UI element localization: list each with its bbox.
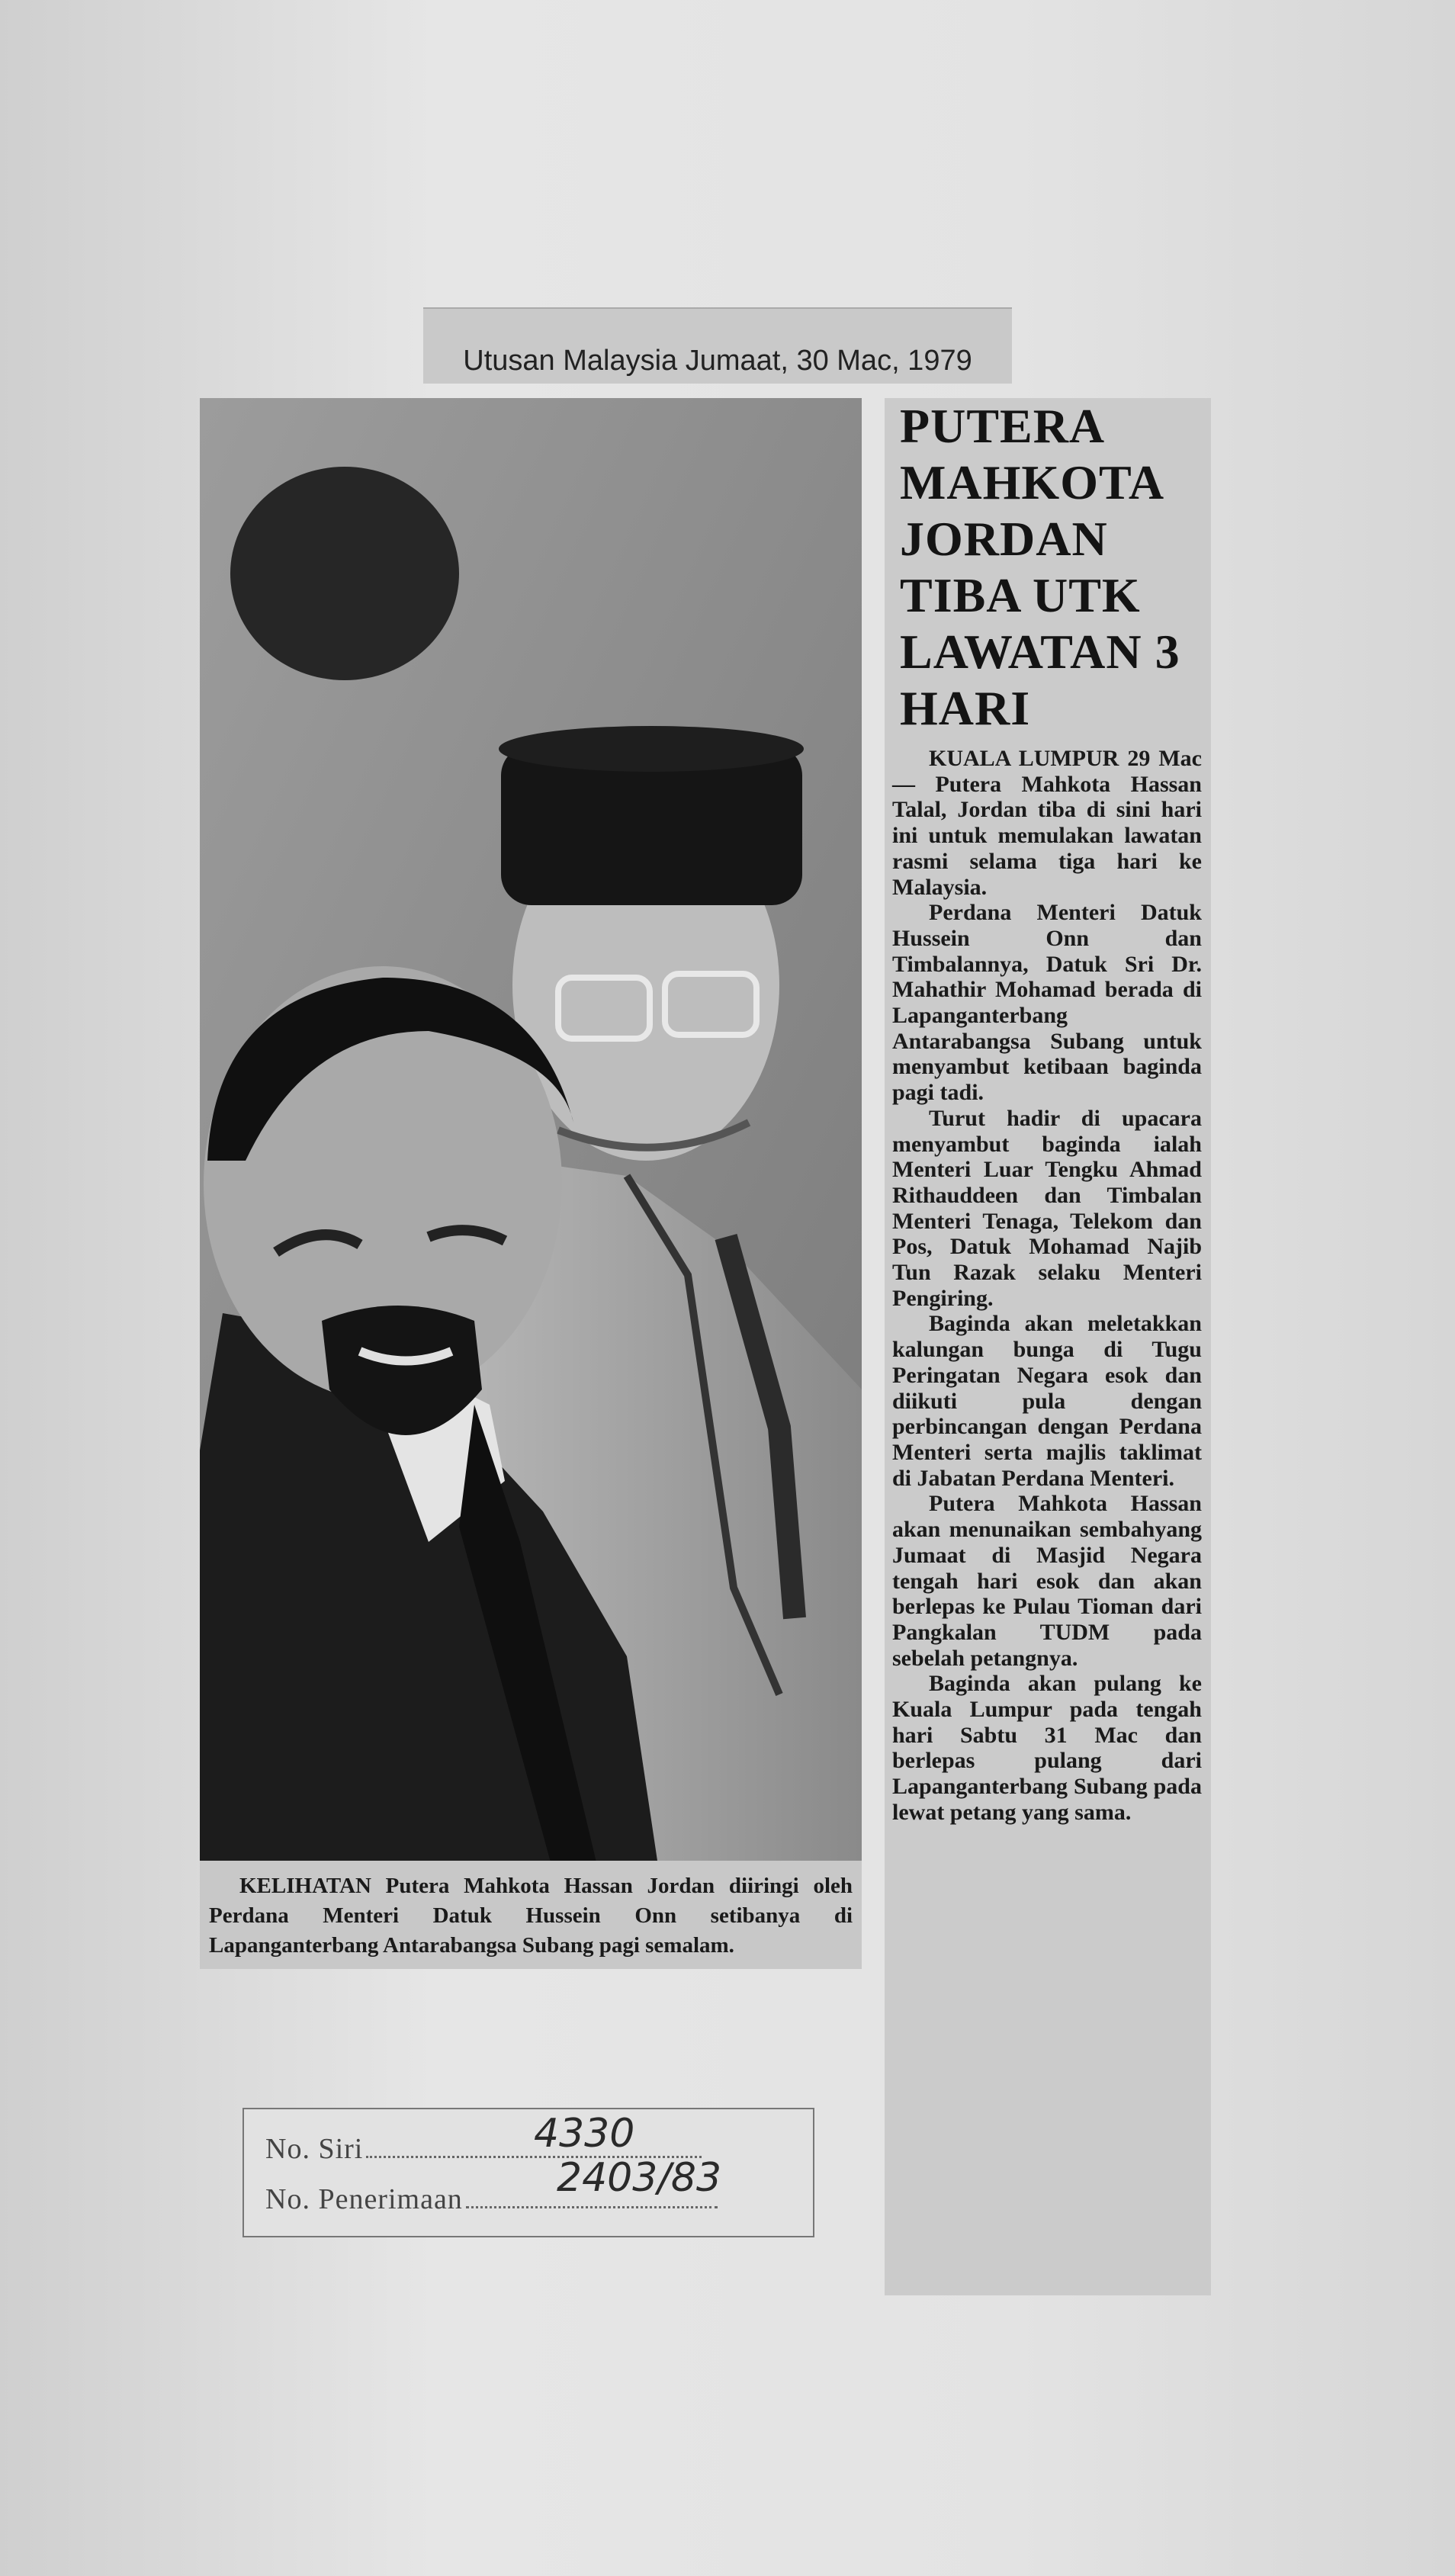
article-paragraph: Baginda akan meletakkan kalungan bunga di Tugu Peringatan Negara esok dan diikuti pula dengan perbincangan dengan Perdana Menteri serta majlis taklimat di Jabatan Perdana Menteri. xyxy=(892,1311,1202,1491)
serial-handwritten-value: 4330 xyxy=(534,2111,635,2157)
article-paragraph: Putera Mahkota Hassan akan menunaikan sembahyang Jumaat di Masjid Negara tengah hari esok dan akan berlepas ke Pulau Tioman dari Pangkalan TUDM pada sebelah petangnya. xyxy=(892,1491,1202,1671)
receipt-label: No. Penerimaan xyxy=(265,2183,463,2215)
article-paragraph: Baginda akan pulang ke Kuala Lumpur pada tengah hari Sabtu 31 Mac dan berlepas pulang dari Lapanganterbang Subang pada lewat petang yang sama. xyxy=(892,1671,1202,1825)
news-photo xyxy=(200,398,862,1861)
photo-two-men xyxy=(200,398,862,1861)
archive-registry-stamp xyxy=(242,2108,814,2237)
newspaper-masthead xyxy=(423,307,1012,384)
serial-label: No. Siri xyxy=(265,2133,364,2165)
article-body xyxy=(892,746,1202,1826)
article-paragraph: KUALA LUMPUR 29 Mac — Putera Mahkota Hassan Talal, Jordan tiba di sini hari ini untuk memulakan lawatan rasmi selama tiga hari ke Malaysia. xyxy=(892,746,1202,900)
news-article xyxy=(885,398,1211,2295)
article-headline: PUTERA MAHKOTA JORDAN TIBA UTK LAWATAN 3 HARI xyxy=(900,399,1180,735)
caption-text: KELIHATAN Putera Mahkota Hassan Jordan diiringi oleh Perdana Menteri Datuk Hussein Onn setibanya di Lapanganterbang Antarabangsa Subang pagi semalam. xyxy=(209,1874,853,1958)
photo-caption xyxy=(200,1861,862,1969)
masthead-text: Utusan Malaysia Jumaat, 30 Mac, 1979 xyxy=(463,345,972,377)
receipt-handwritten-value: 2403/83 xyxy=(557,2155,722,2201)
article-paragraph: Turut hadir di upacara menyambut baginda ialah Menteri Luar Tengku Ahmad Rithauddeen dan Timbalan Menteri Tenaga, Telekom dan Pos, Datuk Mohamad Najib Tun Razak selaku Menteri Pengiring. xyxy=(892,1105,1202,1311)
article-paragraph: Perdana Menteri Datuk Hussein Onn dan Timbalannya, Datuk Sri Dr. Mahathir Mohamad berada di Lapanganterbang Antarabangsa Subang untuk menyambut ketibaan baginda pagi tadi. xyxy=(892,900,1202,1106)
